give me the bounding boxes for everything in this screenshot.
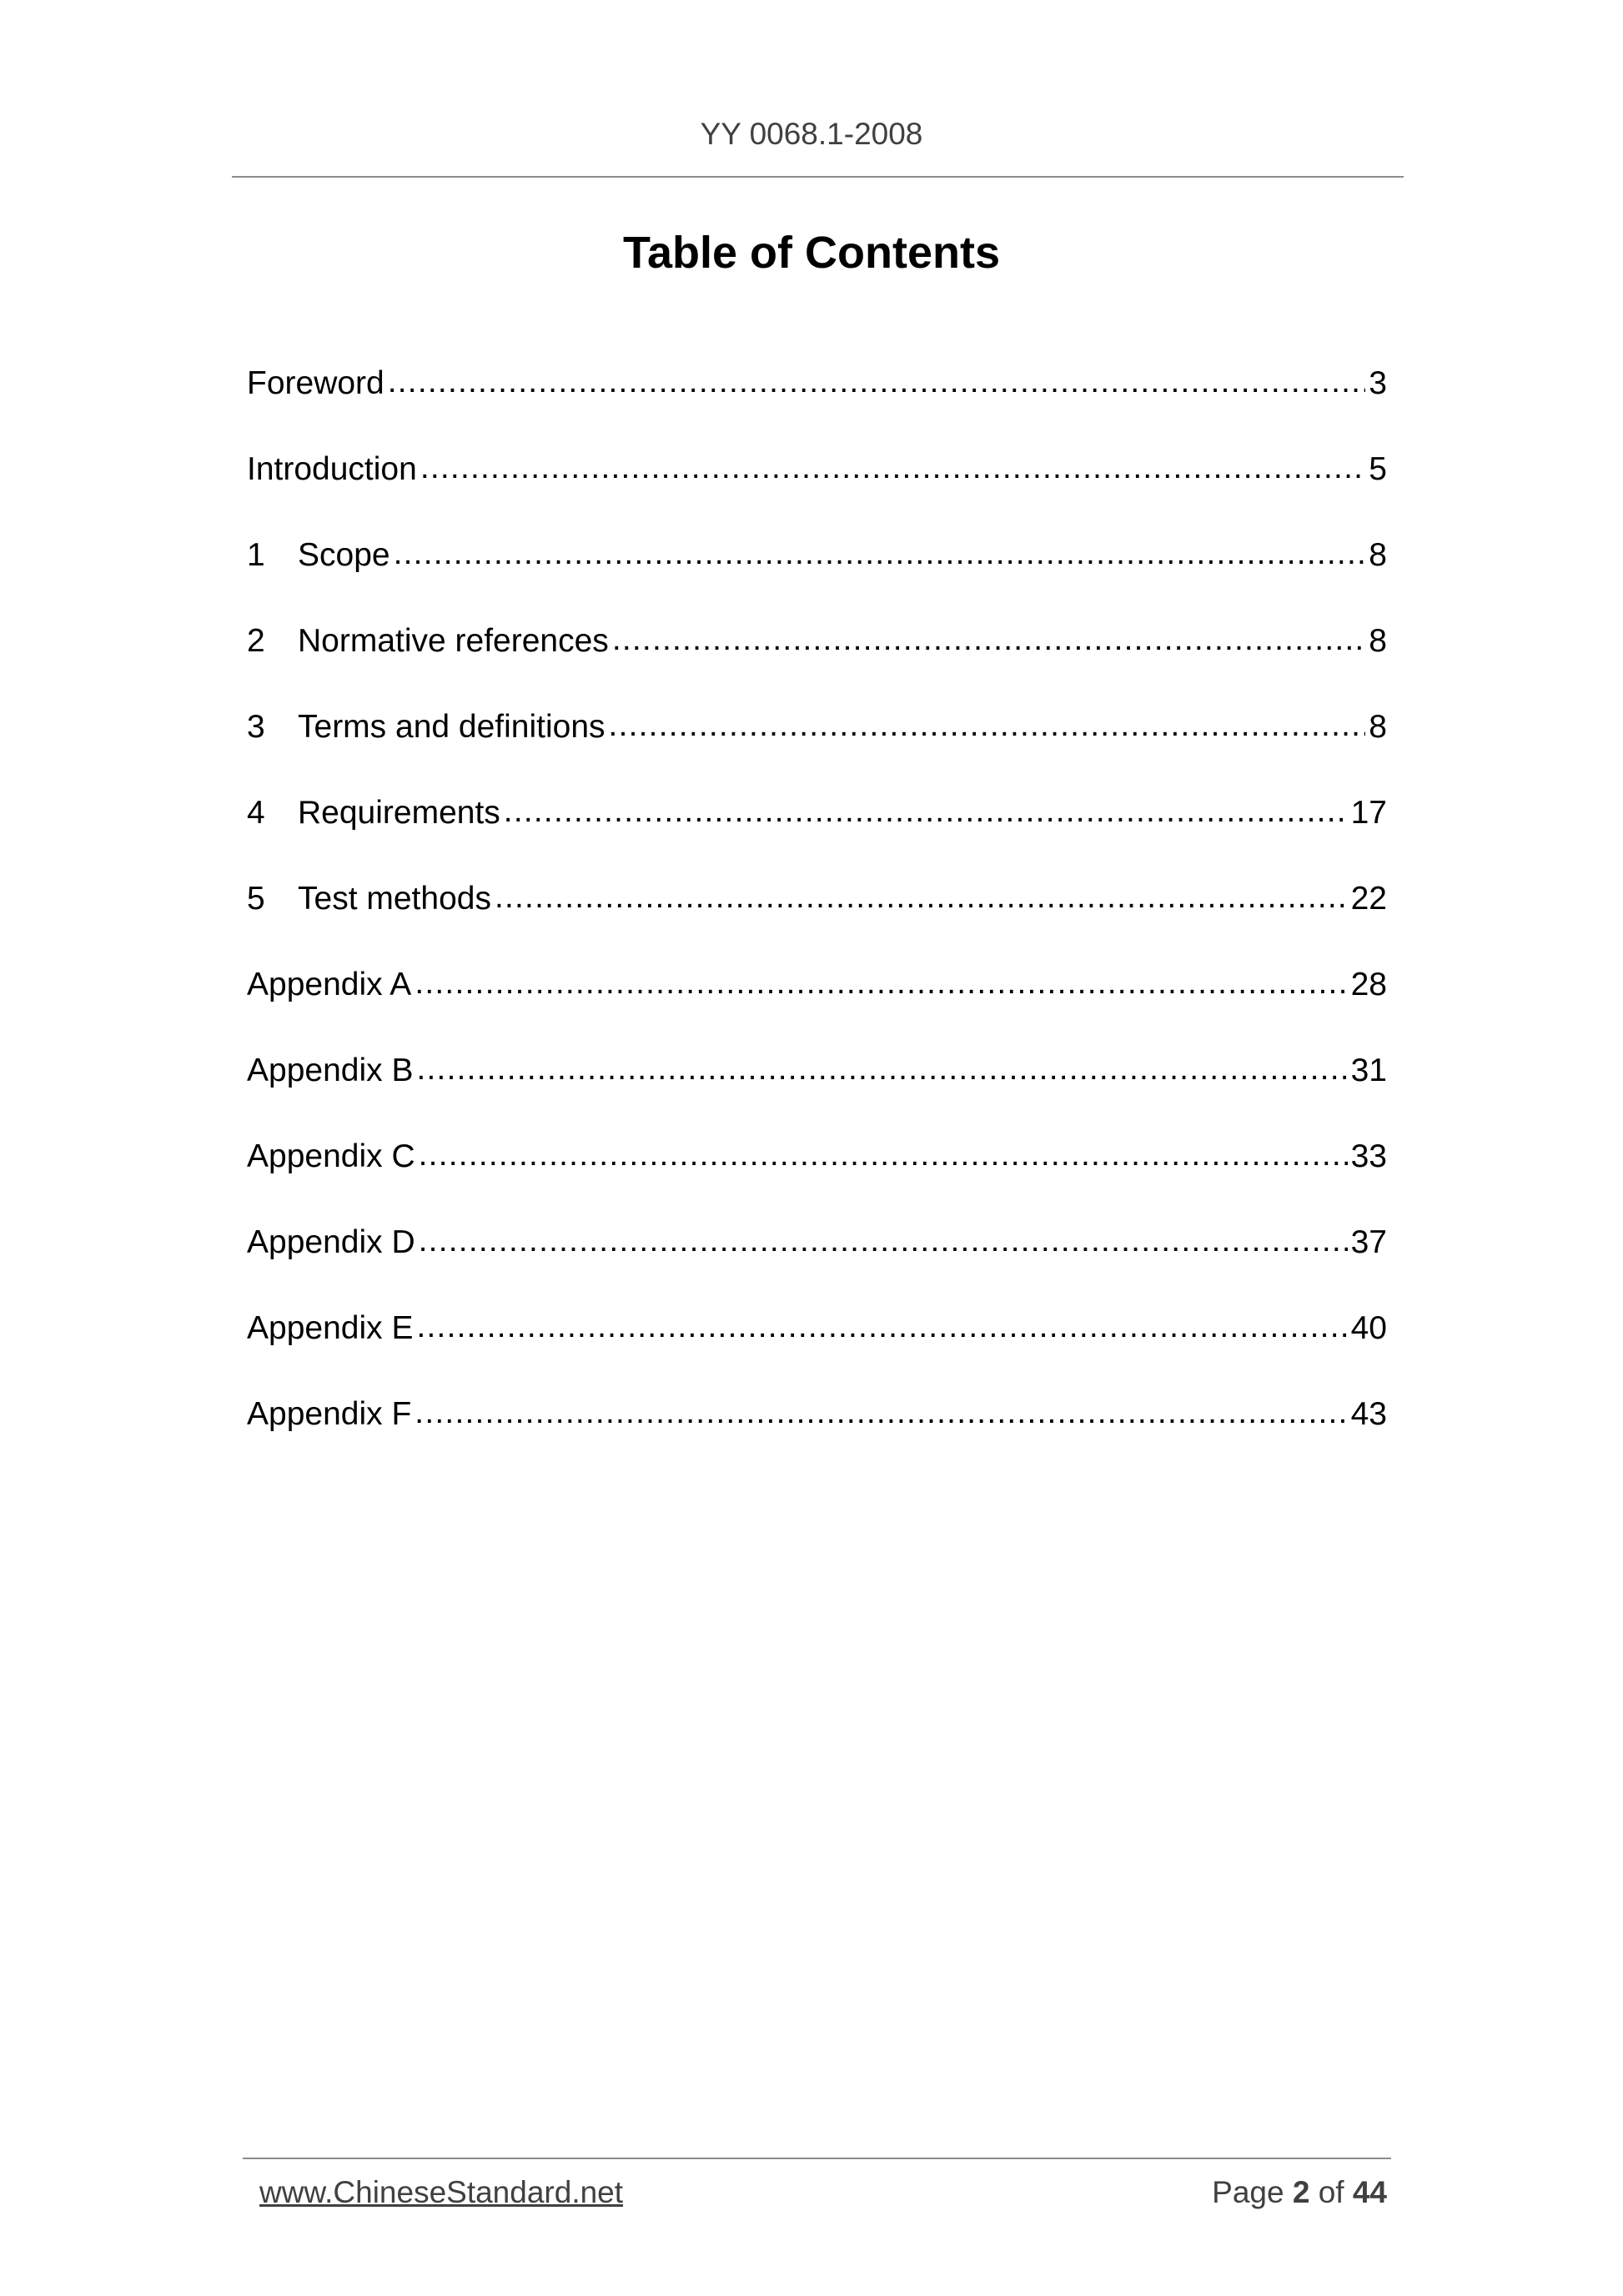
toc-entry-number: 4: [247, 795, 265, 831]
header-divider: [232, 176, 1404, 178]
toc-entry-page: 40: [1350, 1310, 1387, 1346]
toc-entry-page: 17: [1350, 795, 1387, 831]
website-link[interactable]: www.ChineseStandard.net: [259, 2175, 624, 2209]
page-total: 44: [1352, 2175, 1387, 2209]
toc-entry-terms-and-definitions[interactable]: [247, 702, 1387, 788]
toc-entry-page: 28: [1350, 967, 1387, 1002]
toc-entry-label: Scope: [298, 537, 390, 573]
toc-entry-number: 5: [247, 881, 265, 917]
toc-entry-label: Terms and definitions: [298, 709, 605, 745]
toc-entry-label: Introduction: [247, 451, 417, 487]
toc-entry-page: 22: [1350, 881, 1387, 917]
toc-dot-leader: [504, 786, 1348, 837]
toc-entry-label: Appendix C: [247, 1138, 415, 1174]
toc-entry-number: 2: [247, 623, 265, 659]
toc-entry-appendix-a[interactable]: [247, 960, 1387, 1046]
toc-entry-label: Appendix E: [247, 1310, 414, 1346]
toc-entry-appendix-f[interactable]: [247, 1389, 1387, 1475]
page-prefix: Page: [1212, 2175, 1284, 2209]
toc-dot-leader: [415, 958, 1347, 1008]
toc-entry-number: 1: [247, 537, 265, 573]
toc-entry-number: 3: [247, 709, 265, 745]
toc-entry-scope[interactable]: [247, 530, 1387, 616]
toc-entry-label: Requirements: [298, 795, 500, 831]
toc-entry-page: 33: [1350, 1138, 1387, 1174]
toc-entry-page: 31: [1350, 1053, 1387, 1088]
toc-entry-label: Appendix F: [247, 1396, 412, 1432]
page-current: 2: [1292, 2175, 1310, 2209]
toc-dot-leader: [420, 443, 1365, 493]
toc-entry-foreword[interactable]: [247, 359, 1387, 445]
page-of: of: [1318, 2175, 1344, 2209]
toc-entry-page: 8: [1369, 709, 1387, 745]
document-code: YY 0068.1-2008: [700, 117, 923, 151]
toc-dot-leader: [612, 615, 1365, 665]
toc-entry-appendix-b[interactable]: [247, 1046, 1387, 1132]
toc-entry-introduction[interactable]: [247, 445, 1387, 530]
toc-entry-page: 8: [1369, 623, 1387, 659]
toc-entry-page: 5: [1369, 451, 1387, 487]
toc-entry-appendix-d[interactable]: [247, 1218, 1387, 1304]
page-title: Table of Contents: [623, 228, 1000, 278]
toc-entry-normative-references[interactable]: [247, 616, 1387, 702]
toc-dot-leader: [416, 1302, 1347, 1352]
toc-entry-page: 37: [1350, 1224, 1387, 1260]
toc-entry-page: 3: [1369, 365, 1387, 401]
page-number: [1212, 2175, 1387, 2210]
toc-entry-label: Test methods: [298, 881, 491, 917]
toc-dot-leader: [388, 357, 1366, 407]
toc-entry-label: Appendix A: [247, 967, 412, 1002]
toc-entry-page: 43: [1350, 1396, 1387, 1432]
footer-divider: [243, 2158, 1391, 2159]
toc-dot-leader: [416, 1044, 1347, 1094]
toc-entry-test-methods[interactable]: [247, 874, 1387, 960]
toc-entry-requirements[interactable]: [247, 788, 1387, 874]
toc-entry-label: Foreword: [247, 365, 384, 401]
toc-dot-leader: [609, 701, 1366, 751]
toc-entry-label: Appendix B: [247, 1053, 414, 1088]
toc-dot-leader: [419, 1216, 1348, 1266]
toc-dot-leader: [495, 872, 1348, 922]
toc-entry-appendix-c[interactable]: [247, 1132, 1387, 1218]
toc-dot-leader: [419, 1130, 1348, 1180]
table-of-contents: [247, 359, 1387, 1475]
toc-entry-appendix-e[interactable]: [247, 1304, 1387, 1389]
toc-entry-page: 8: [1369, 537, 1387, 573]
toc-entry-label: Normative references: [298, 623, 609, 659]
toc-dot-leader: [415, 1388, 1347, 1438]
toc-entry-label: Appendix D: [247, 1224, 415, 1260]
toc-dot-leader: [394, 529, 1366, 579]
